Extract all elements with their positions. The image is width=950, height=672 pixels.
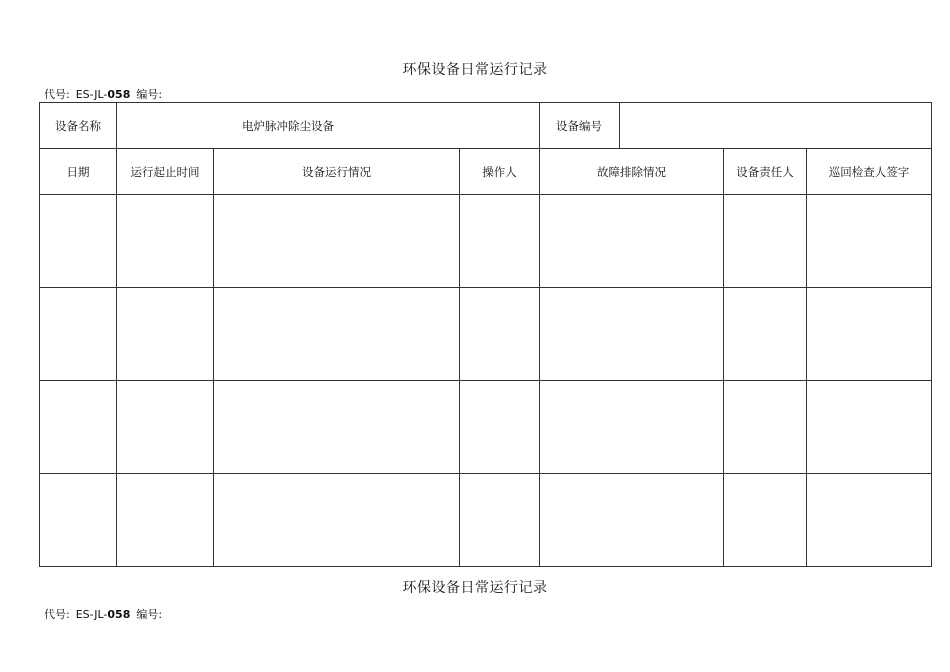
footer-code-line (44, 606, 162, 622)
table-cell[interactable] (724, 381, 807, 474)
table-cell[interactable] (214, 288, 460, 381)
table-cell[interactable] (214, 195, 460, 288)
column-header-row (40, 149, 932, 195)
equipment-name-value: 电炉脉冲除尘设备 (117, 103, 540, 149)
table-row (40, 195, 932, 288)
footer-code-prefix: ES-JL- (75, 608, 108, 621)
column-header-responsible: 设备责任人 (724, 149, 807, 195)
code-line (44, 86, 162, 102)
serial-label: 编号: (136, 88, 163, 101)
table-cell[interactable] (540, 288, 724, 381)
column-header-operator: 操作人 (460, 149, 540, 195)
table-cell[interactable] (40, 474, 117, 567)
table-cell[interactable] (540, 381, 724, 474)
column-header-run-status: 设备运行情况 (214, 149, 460, 195)
code-number: 058 (107, 88, 131, 101)
table-cell[interactable] (724, 195, 807, 288)
table-cell[interactable] (117, 195, 214, 288)
equipment-name-label: 设备名称 (40, 103, 117, 149)
table-cell[interactable] (214, 381, 460, 474)
table-cell[interactable] (460, 288, 540, 381)
table-cell[interactable] (214, 474, 460, 567)
column-header-troubleshooting: 故障排除情况 (540, 149, 724, 195)
table-row (40, 474, 932, 567)
table-cell[interactable] (807, 288, 932, 381)
table-cell[interactable] (460, 195, 540, 288)
table-cell[interactable] (540, 474, 724, 567)
table-cell[interactable] (724, 474, 807, 567)
footer-code-number: 058 (107, 608, 131, 621)
table-row (40, 288, 932, 381)
equipment-row (40, 103, 932, 149)
footer-code-label: 代号: (44, 608, 70, 621)
table-row (40, 381, 932, 474)
table-cell[interactable] (807, 474, 932, 567)
table-cell[interactable] (807, 381, 932, 474)
column-header-date: 日期 (40, 149, 117, 195)
table-cell[interactable] (724, 288, 807, 381)
code-prefix: ES-JL- (75, 88, 108, 101)
page-title: 环保设备日常运行记录 (402, 62, 548, 78)
column-header-run-time: 运行起止时间 (117, 149, 214, 195)
table-cell[interactable] (117, 288, 214, 381)
equipment-number-label-inner: 设备编号 (540, 103, 621, 148)
table-cell[interactable] (40, 381, 117, 474)
table-cell[interactable] (40, 288, 117, 381)
code-label: 代号: (44, 88, 70, 101)
table-cell[interactable] (540, 195, 724, 288)
table-cell[interactable] (460, 381, 540, 474)
table-cell[interactable] (460, 474, 540, 567)
table-cell[interactable] (40, 195, 117, 288)
table-cell[interactable] (807, 195, 932, 288)
equipment-number-value[interactable] (620, 103, 931, 148)
footer-title: 环保设备日常运行记录 (402, 580, 548, 596)
column-header-inspector-signature: 巡回检查人签字 (807, 149, 932, 195)
table-cell[interactable] (117, 474, 214, 567)
record-table (39, 102, 932, 567)
equipment-number-cell (540, 103, 932, 149)
table-cell[interactable] (117, 381, 214, 474)
footer-serial-label: 编号: (136, 608, 163, 621)
